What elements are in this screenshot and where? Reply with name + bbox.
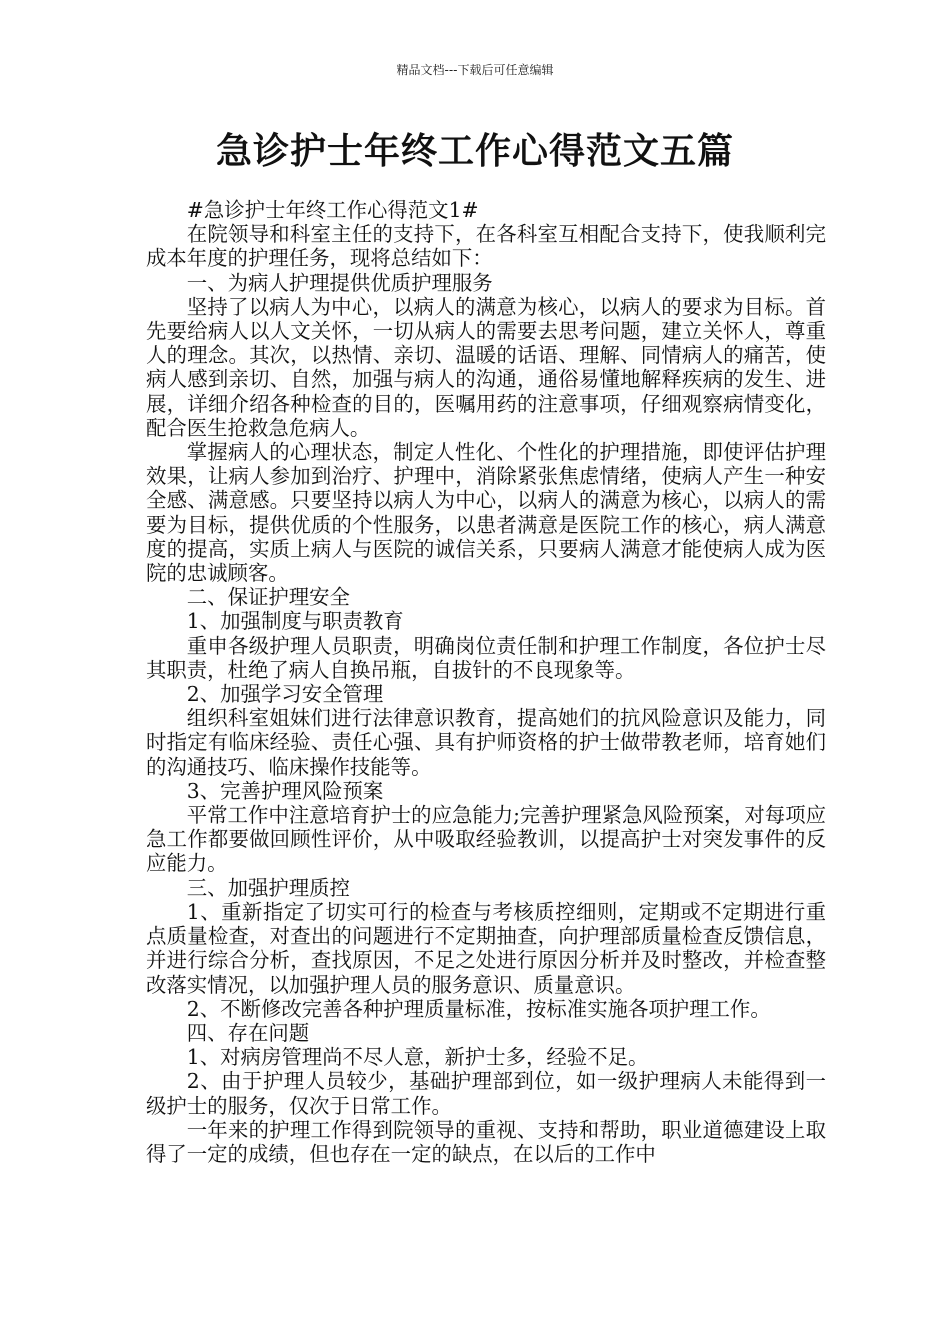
document-title: 急诊护士年终工作心得范文五篇 <box>215 131 734 172</box>
paragraph: 1、对病房管理尚不尽人意，新护士多，经验不足。 <box>186 1045 649 1070</box>
subsection-heading: 1、加强制度与职责教育 <box>186 609 404 634</box>
paragraph: 掌握病人的心理状态，制定人性化、个性化的护理措施，即使评估护理效果，让病人参加到治疗、护理中，消除紧张焦虑情绪，使病人产生一种安全感、满意感。只要坚持以病人为中心，以病人的满意为核心，以病人的需要为目标，提供优质的个性服务，以患者满意是医院工作的核心，病人满意度的提高，实质上病人与医院的诚信关系，只要病人满意才能使病人成为医院的忠诚顾客。 <box>146 440 826 586</box>
subsection-heading: 3、完善护理风险预案 <box>186 778 384 803</box>
paragraph: 一年来的护理工作得到院领导的重视、支持和帮助，职业道德建设上取得了一定的成绩，但也存在一定的缺点，在以后的工作中 <box>146 1117 826 1166</box>
section-heading: 一、为病人护理提供优质护理服务 <box>186 270 493 295</box>
paragraph: 2、由于护理人员较少，基础护理部到位，如一级护理病人未能得到一级护士的服务，仅次于日常工作。 <box>146 1069 826 1118</box>
paragraph: 在院领导和科室主任的支持下，在各科室互相配合支持下，使我顺利完成本年度的护理任务，现将总结如下： <box>146 222 826 271</box>
section-heading: 二、保证护理安全 <box>186 585 350 610</box>
paragraph: 1、重新指定了切实可行的检查与考核质控细则，定期或不定期进行重点质量检查，对查出的问题进行不定期抽查，向护理部质量检查反馈信息，并进行综合分析，查找原因，不足之处进行原因分析并及时整改，并检查整改落实情况，以加强护理人员的服务意识、质量意识。 <box>146 899 826 997</box>
section-heading: 四、存在问题 <box>186 1020 310 1045</box>
document-body <box>146 198 826 1166</box>
paragraph: 2、不断修改完善各种护理质量标准，按标准实施各项护理工作。 <box>186 996 771 1021</box>
subsection-heading: 2、加强学习安全管理 <box>186 682 384 707</box>
paragraph: 组织科室姐妹们进行法律意识教育，提高她们的抗风险意识及能力，同时指定有临床经验、责任心强、具有护师资格的护士做带教老师，培育她们的沟通技巧、临床操作技能等。 <box>146 706 826 779</box>
paragraph: 坚持了以病人为中心，以病人的满意为核心，以病人的要求为目标。首先要给病人以人文关怀，一切从病人的需要去思考问题，建立关怀人，尊重人的理念。其次，以热情、亲切、温暖的话语、理解、同情病人的痛苦，使病人感到亲切、自然，加强与病人的沟通，通俗易懂地解释疾病的发生、进展，详细介绍各种检查的目的，医嘱用药的注意事项，仔细观察病情变化，配合医生抢救急危病人。 <box>146 294 826 440</box>
paragraph: 重申各级护理人员职责，明确岗位责任制和护理工作制度，各位护士尽其职责，杜绝了病人自换吊瓶，自拔针的不良现象等。 <box>146 633 826 682</box>
header-note: 精品文档---下载后可任意编辑 <box>396 63 554 77</box>
section-heading: 三、加强护理质控 <box>186 875 350 900</box>
paragraph: 平常工作中注意培育护士的应急能力;完善护理紧急风险预案，对每项应急工作都要做回顾性评价，从中吸取经验教训，以提高护士对突发事件的反应能力。 <box>146 803 826 876</box>
section-heading: #急诊护士年终工作心得范文1# <box>186 198 479 222</box>
